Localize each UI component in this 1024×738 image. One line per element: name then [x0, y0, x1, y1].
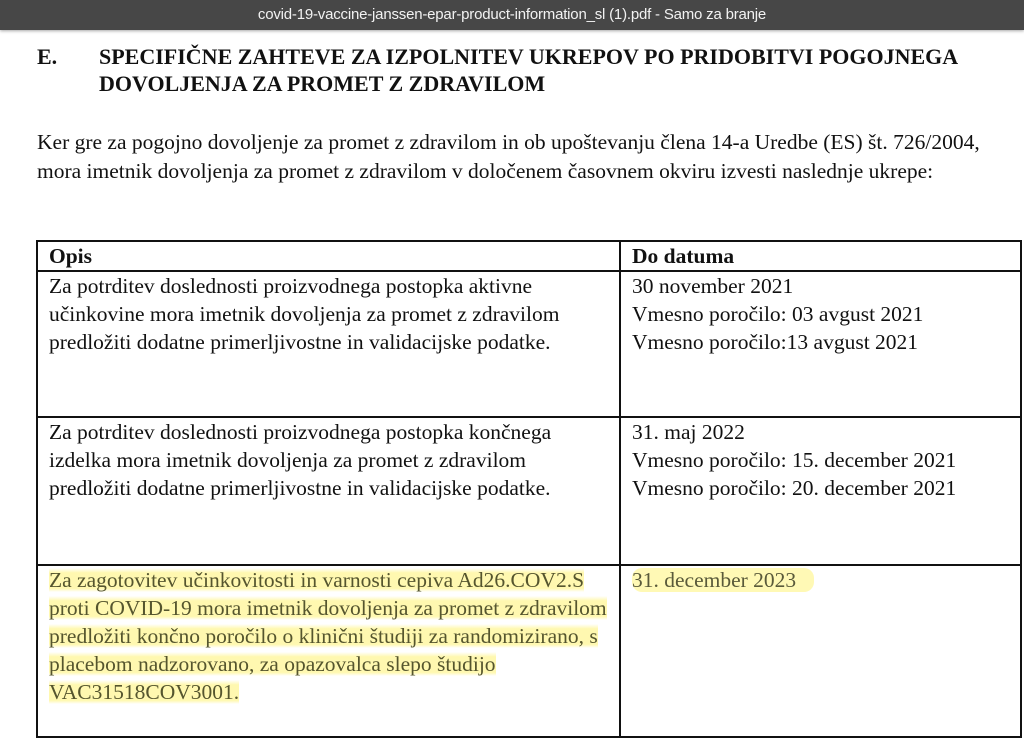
due-date: 30 november 2021	[632, 274, 794, 298]
date-cell	[620, 417, 1021, 565]
due-date: 31. december 2023	[632, 568, 814, 592]
window-title: covid-19-vaccine-janssen-epar-product-information_sl (1).pdf - Samo za branje	[257, 6, 767, 23]
date-cell	[620, 565, 1021, 737]
description-cell: Za potrditev doslednosti proizvodnega postopka aktivne učinkovine mora imetnik dovoljenja za promet z zdravilom predložiti dodatne primerljivostne in validacijske podatke.	[37, 271, 620, 417]
highlighted-description: Za zagotovitev učinkovitosti in varnosti cepiva Ad26.COV2.S proti COVID-19 mora imetnik dovoljenja za promet z zdravilom predložiti končno poročilo o klinični študiji za randomizirano, s placebom nadzorovano, za opazovalca slepo študijo VAC31518COV3001.	[49, 568, 607, 704]
table-row	[37, 417, 1021, 565]
section-letter: E.	[37, 44, 58, 69]
interim-report-date: Vmesno poročilo: 20. december 2021	[632, 476, 957, 500]
table-row-highlighted	[37, 565, 1021, 737]
description-cell: Za potrditev doslednosti proizvodnega postopka končnega izdelka mora imetnik dovoljenja za promet z zdravilom predložiti dodatne primerljivostne in validacijske podatke.	[37, 417, 620, 565]
table-header-row	[37, 241, 1021, 271]
date-cell	[620, 271, 1021, 417]
interim-report-date: Vmesno poročilo: 15. december 2021	[632, 448, 957, 472]
section-title: SPECIFIČNE ZAHTEVE ZA IZPOLNITEV UKREPOV PO PRIDOBITVI POGOJNEGA DOVOLJENJA ZA PROMET Z ZDRAVILOM	[99, 44, 957, 96]
window-title-bar	[0, 0, 1024, 30]
column-header-due-date: Do datuma	[620, 241, 1021, 271]
interim-report-date: Vmesno poročilo:13 avgust 2021	[632, 330, 919, 354]
table-row	[37, 271, 1021, 417]
description-cell	[37, 565, 620, 737]
column-header-description: Opis	[37, 241, 620, 271]
intro-paragraph: Ker gre za pogojno dovoljenje za promet z zdravilom in ob upoštevanju člena 14-a Uredbe (ES) št. 726/2004, mora imetnik dovoljenja za promet z zdravilom v določenem časovnem okviru izvesti naslednje ukrepe:	[37, 130, 980, 183]
interim-report-date: Vmesno poročilo: 03 avgust 2021	[632, 302, 924, 326]
due-date: 31. maj 2022	[632, 420, 745, 444]
measures-table	[36, 240, 1022, 738]
